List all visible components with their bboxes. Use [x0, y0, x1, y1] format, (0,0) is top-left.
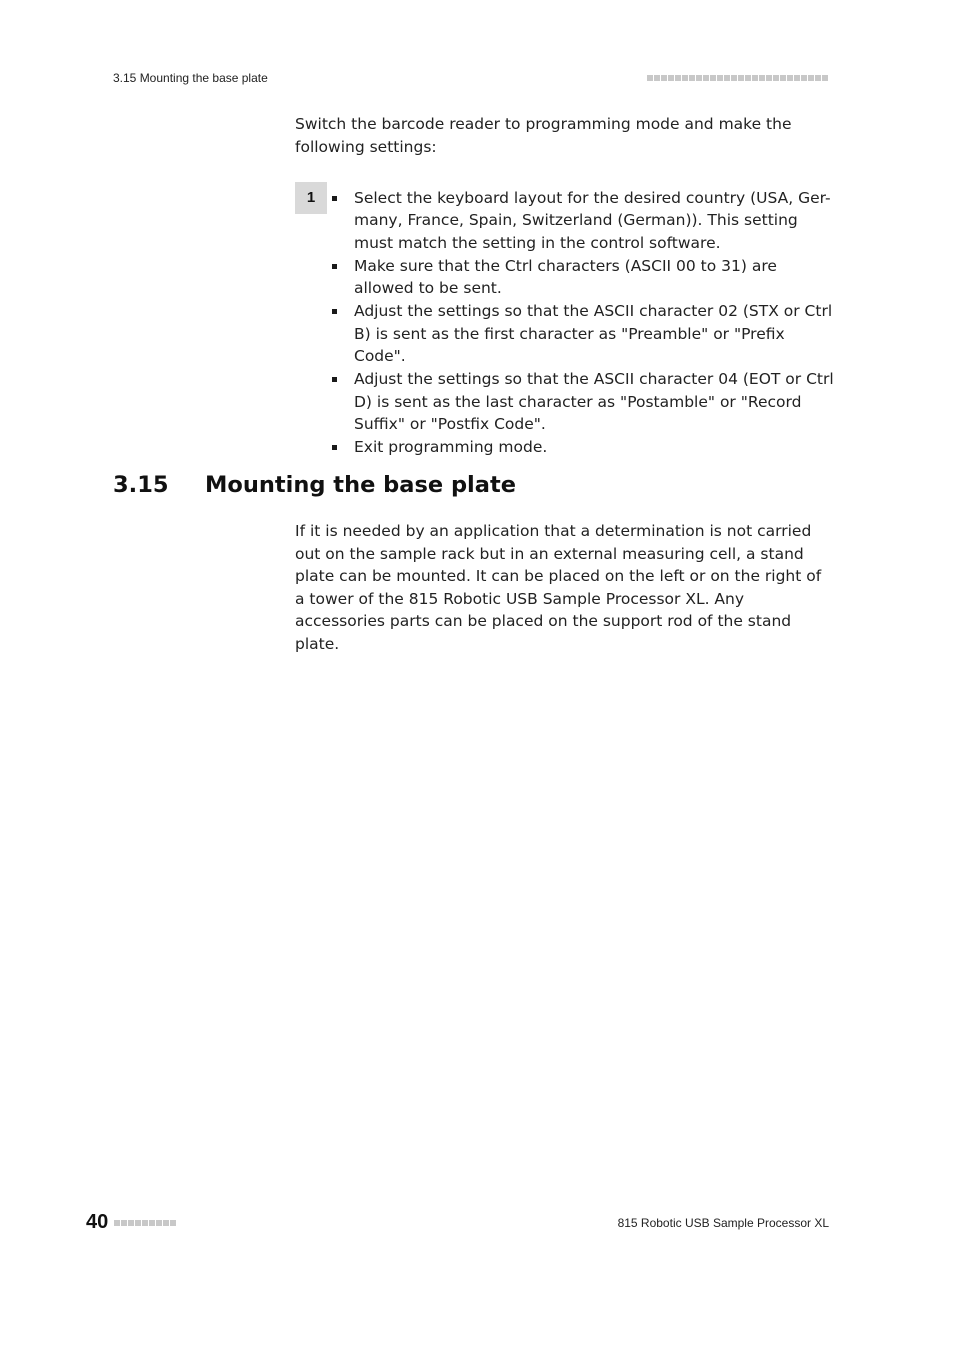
header-decorative-dots — [647, 75, 828, 81]
list-item — [332, 187, 834, 254]
footer-product-name: 815 Robotic USB Sample Processor XL — [617, 1216, 829, 1230]
step-number-badge: 1 — [295, 182, 327, 214]
bullet-square-icon — [332, 309, 337, 314]
bullet-square-icon — [332, 196, 337, 201]
section-body-paragraph: If it is needed by an application that a determination is not carried out on the sample rack but in an external measuring cell, a stand plate can be mounted. It can be placed on the left or on the right of a tower of the 815 Robotic USB Sample Processor XL. Any accessories parts can be placed on the support rod of the stand plate. — [295, 522, 822, 653]
bullet-square-icon — [332, 445, 337, 450]
page-number: 40 — [86, 1211, 109, 1233]
list-item — [332, 436, 834, 458]
list-item — [332, 368, 834, 435]
list-item — [332, 300, 834, 367]
bullet-square-icon — [332, 264, 337, 269]
list-item-text: Adjust the settings so that the ASCII character 02 (STX or Ctrl B) is sent as the first character as "Preamble" or "Prefix Code". — [354, 302, 833, 366]
intro-paragraph: Switch the barcode reader to programming mode and make the following settings: — [295, 115, 792, 156]
running-header-section: 3.15 Mounting the base plate — [113, 71, 268, 85]
list-item-text: Select the keyboard layout for the desired country (USA, Ger-many, France, Spain, Switzerland (German)). This setting must match the setting in the control software. — [354, 189, 831, 252]
footer-decorative-dots — [114, 1220, 176, 1226]
list-item — [332, 255, 834, 300]
bullet-square-icon — [332, 377, 337, 382]
list-item-text: Exit programming mode. — [354, 438, 548, 457]
list-item-text: Adjust the settings so that the ASCII character 04 (EOT or Ctrl D) is sent as the last character as "Postamble" or "Record Suffix" or "Postfix Code". — [354, 370, 834, 433]
step-bullet-list — [332, 187, 834, 460]
section-title: Mounting the base plate — [205, 472, 516, 498]
section-number: 3.15 — [113, 472, 169, 498]
list-item-text: Make sure that the Ctrl characters (ASCII 00 to 31) are allowed to be sent. — [354, 256, 777, 298]
